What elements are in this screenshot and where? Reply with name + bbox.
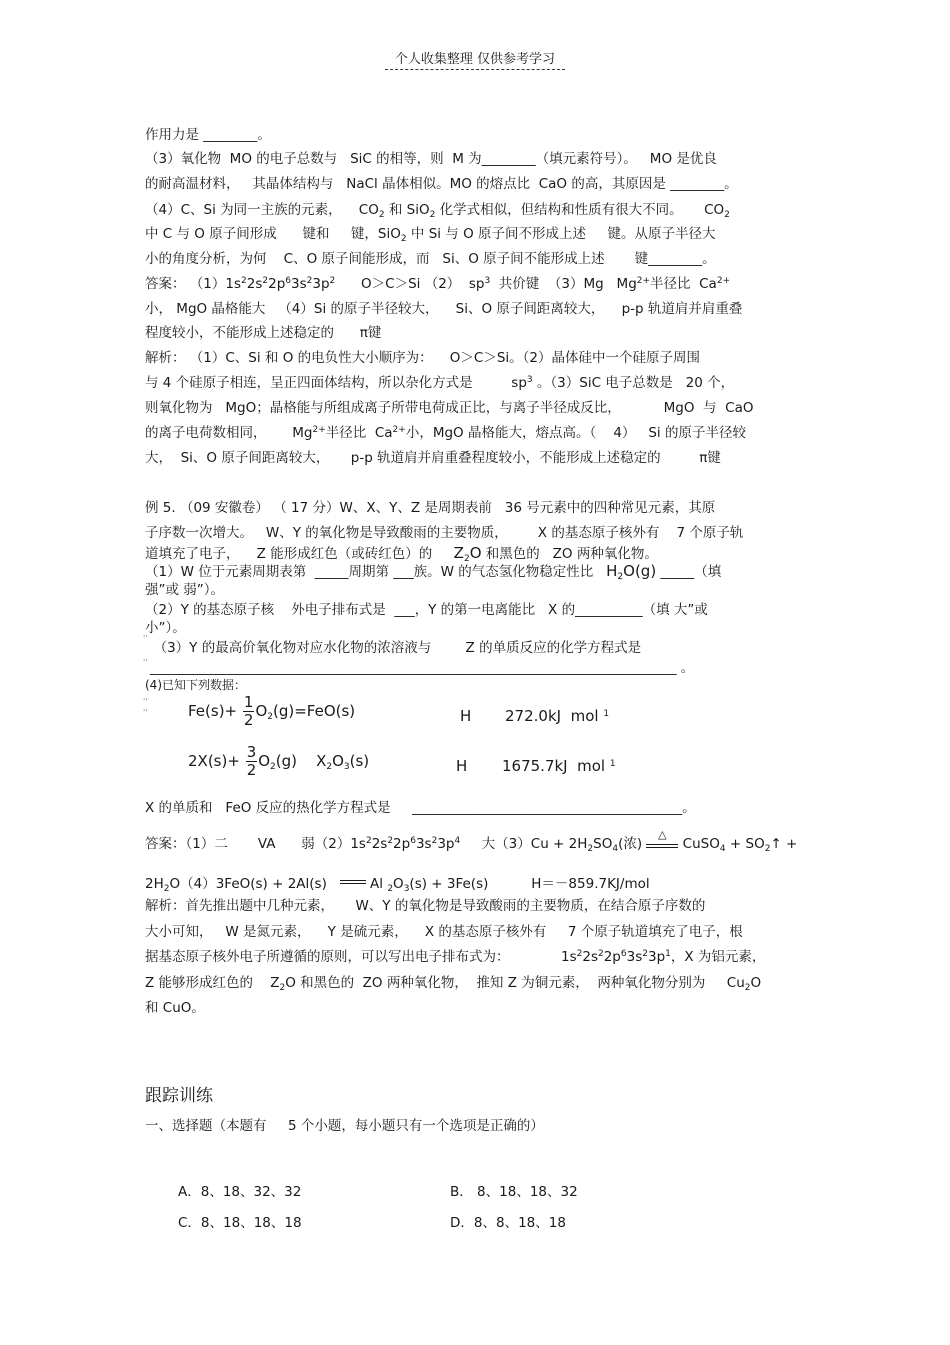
equation-1: Fe(s)+ $\frac{1}{2}$ $O_2(g)=FeO(s)$ bbox=[188, 693, 356, 729]
question-line: （1）W 位于元素周期表第 _____周期第 ___族。W 的气态氢化物稳定性比 $H_2O(g)$ _____（填 bbox=[145, 562, 722, 582]
example-line: 道填充了电子， Z 能形成红色（或砖红色）的 $Z_2O$ 和黑色的 ZO 两种氧化物。 bbox=[145, 544, 658, 564]
equation-2: 2X(s)+ $\frac{3}{2}$ $O_2(g)$ $X_2O_3(s)$ bbox=[188, 743, 370, 779]
equation-1-dh-value: 272.0kJ mol $^1$ bbox=[505, 707, 610, 725]
option-d: D．8、8、18、18 bbox=[450, 1215, 566, 1231]
answer-line: 答案：（1）二 VA 弱$(2)1s^22s^22p^63s^23p^4$ 大$(3)Cu + 2H_2SO_4$(浓) △ CuSO$_4$ + $SO_2↑$ + bbox=[145, 828, 798, 854]
question-line: (4)已知下列数据： bbox=[145, 678, 246, 692]
text-line: （4）C、Si 为同一主族的元素， $CO_2$ 和 SiO$_2$ 化学式相似，但结构和性质有很大不同。 $CO_2$ bbox=[145, 202, 730, 220]
answer-line: 程度较小，不能形成上述稳定的 π键 bbox=[145, 325, 382, 341]
choice-heading: 一、选择题（本题有 5 个小题，每小题只有一个选项是正确的） bbox=[145, 1118, 544, 1134]
equation-2-dh-label: H bbox=[456, 757, 468, 775]
text-line: （3）氧化物 MO 的电子总数与 SiC 的相等，则 M 为________（填元素符号）。 MO 是优良 bbox=[145, 151, 717, 167]
question-line: （2）Y 的基态原子核 外电子排布式是 ___，Y 的第一电离能比 X 的__________（填 大”或 bbox=[145, 602, 708, 618]
option-a: A．8、18、32、32 bbox=[178, 1184, 302, 1200]
answer-blank: ______________________________________________________________________________ 。 bbox=[150, 660, 695, 676]
equation-1-dh-label: H bbox=[460, 707, 472, 725]
analysis-line: 则氧化物为 MgO；晶格能与所组成离子所带电荷成正比，与离子半径成反比， MgO 与 CaO bbox=[145, 400, 754, 416]
question-line: （3）Y 的最高价氧化物对应水化物的浓溶液与 Z 的单质反应的化学方程式是 bbox=[145, 640, 642, 656]
text-line: 的耐高温材料， 其晶体结构与 NaCl 晶体相似。MO 的熔点比 CaO 的高，其原因是 ________。 bbox=[145, 176, 738, 192]
answer-line: 小， MgO 晶格能大 （4）Si 的原子半径较大， Si、O 原子间距离较大， p-p 轨道肩并肩重叠 bbox=[145, 301, 743, 317]
question-line: 强”或 弱”）。 bbox=[145, 582, 225, 598]
text-line: 作用力是 ________。 bbox=[145, 127, 271, 143]
analysis-line: Z 能够形成红色的 $Z_2O$ 和黑色的 ZO 两种氧化物， 推知 Z 为铜元素， 两种氧化物分别为 $Cu_2O$ bbox=[145, 975, 762, 993]
question-line: 小”）。 bbox=[145, 620, 186, 636]
page-header bbox=[0, 48, 950, 70]
analysis-line: 据基态原子核外电子所遵循的原则，可以写出电子排布式为： $1s^22s^22p^63s^23p^1$，X 为铝元素， bbox=[145, 949, 766, 965]
analysis-line: 解析： （1）C、Si 和 O 的电负性大小顺序为： O＞C＞Si。（2）晶体硅中一个硅原子周围 bbox=[145, 350, 701, 366]
equation-2-dh-value: 1675.7kJ mol $^1$ bbox=[502, 757, 616, 775]
header-text: 个人收集整理 仅供参考学习 bbox=[385, 48, 565, 70]
text-line: 小的角度分析，为何 C、O 原子间能形成，而 Si、O 原子间不能形成上述 键________。 bbox=[145, 251, 716, 267]
analysis-line: 大， Si、O 原子间距离较大， p-p 轨道肩并肩重叠程度较小，不能形成上述稳定的 π键 bbox=[145, 450, 721, 466]
option-b: B． 8、18、18、32 bbox=[450, 1184, 578, 1200]
analysis-line: 的离子电荷数相同， $Mg^{2+}$半径比 $Ca^{2+}$小，MgO 晶格能大，熔点高。（ 4） Si 的原子半径较 bbox=[145, 425, 746, 441]
answer-line: $2H_2O(4)3FeO(s) + 2Al(s)$ Al $_2O_3(s) + 3Fe(s)$ H＝－859.7KJ/mol bbox=[145, 876, 650, 894]
text-line: 中 C 与 O 原子间形成 键和 键，SiO$_2$ 中 Si 与 O 原子间不形成上述 键。从原子半径大 bbox=[145, 226, 716, 244]
option-c: C．8、18、18、18 bbox=[178, 1215, 302, 1231]
analysis-line: 和 CuO。 bbox=[145, 1000, 205, 1016]
question-line: X 的单质和 FeO 反应的热化学方程式是 ________________________________________。 bbox=[145, 800, 696, 816]
section-title: 跟踪训练 bbox=[145, 1086, 213, 1106]
example-line: 例 5. （09 安徽卷） （ 17 分）W、X、Y、Z 是周期表前 36 号元素中的四种常见元素，其原 bbox=[145, 500, 716, 516]
answer-line: 答案： $(1)1s^22s^22p^63s^23p^2$ O＞C＞Si （2） $sp^3$ 共价键 （3）Mg $Mg^{2+}$半径比 $Ca^{2+}$ bbox=[145, 276, 731, 292]
analysis-line: 大小可知， W 是氮元素， Y 是硫元素， X 的基态原子核外有 7 个原子轨道填充了电子，根 bbox=[145, 924, 743, 940]
analysis-line: 解析：首先推出题中几种元素， W、Y 的氧化物是导致酸雨的主要物质，在结合原子序数的 bbox=[145, 898, 706, 914]
analysis-line: 与 4 个硅原子相连，呈正四面体结构，所以杂化方式是 $sp^3$ 。（3）SiC 电子总数是 20 个， bbox=[145, 375, 735, 391]
example-line: 子序数一次增大。 W、Y 的氧化物是导致酸雨的主要物质， X 的基态原子核外有 7 个原子轨 bbox=[145, 525, 744, 541]
